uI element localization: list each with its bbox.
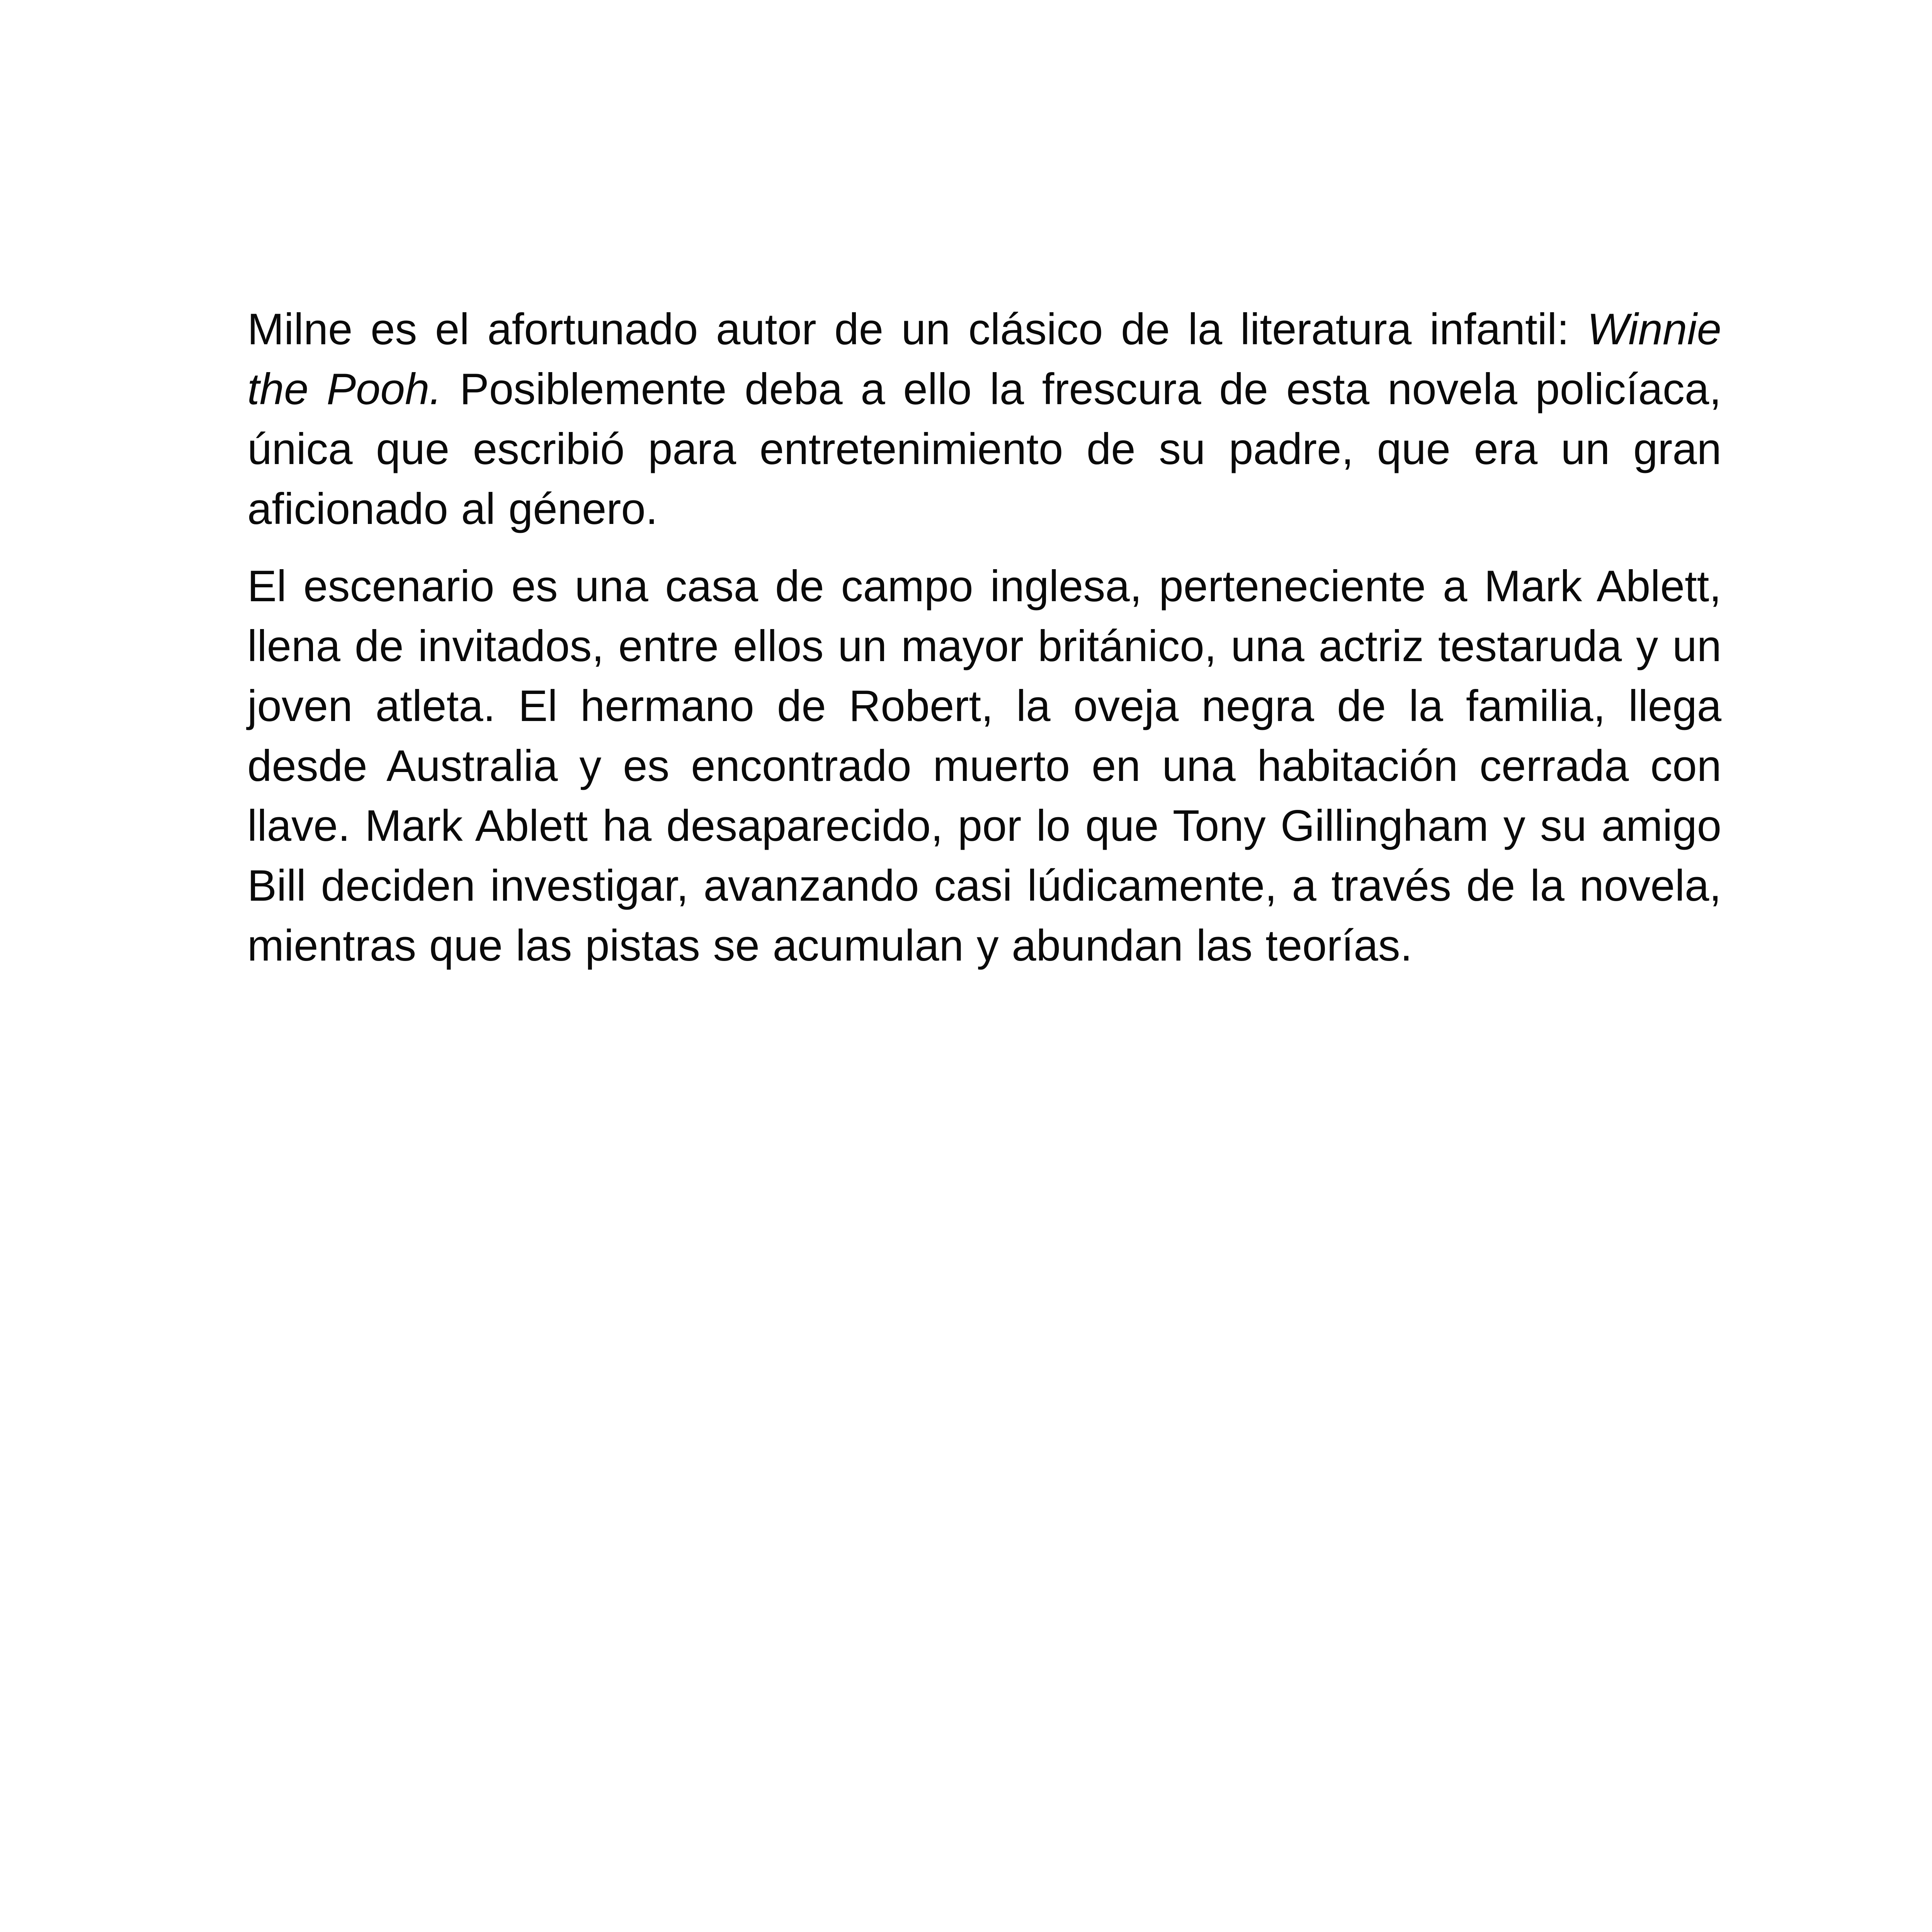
- paragraph-2: El escenario es una casa de campo inglesa, perteneciente a Mark Ablett, llena de invitados, entre ellos un mayor británico, una actriz testaruda y un joven atleta. El hermano de Robert, la oveja negra de la familia, llega desde Australia y es encontrado muerto en una habitación cerrada con llave. Mark Ablett ha desaparecido, por lo que Tony Gillingham y su amigo Bill deciden investigar, avanzando casi lúdicamente, a través de la novela, mientras que las pistas se acumulan y abundan las teorías.: [247, 562, 1721, 970]
- paragraph-1-end: Posiblemente deba a ello la frescura de esta novela policíaca, única que escribió para entretenimiento de su padre, que era un gran aficionado al género.: [247, 365, 1721, 534]
- book-title: Winnie the Pooh.: [247, 305, 1721, 414]
- paragraph-1: [247, 299, 1721, 539]
- paragraph-1-start: Milne es el afortunado autor de un clásico de la literatura infantil:: [247, 305, 1587, 354]
- body-text: [247, 299, 1721, 993]
